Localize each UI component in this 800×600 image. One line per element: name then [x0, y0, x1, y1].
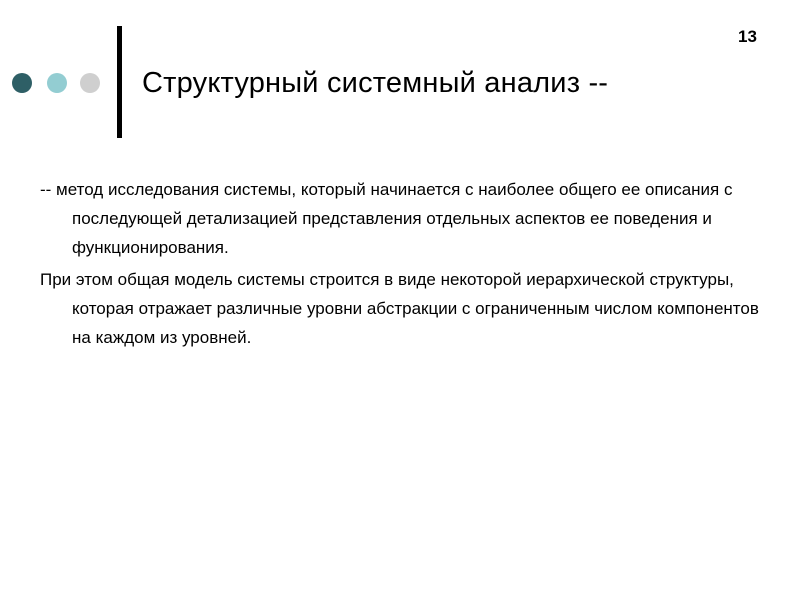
decorative-dot-dark	[12, 73, 32, 93]
decorative-dot-light	[80, 73, 100, 93]
decorative-dot-mid	[47, 73, 67, 93]
slide-title: Структурный системный анализ --	[142, 67, 609, 99]
title-divider	[117, 26, 122, 138]
paragraph-model: При этом общая модель системы строится в виде некоторой иерархической структуры, которая отражает различные уровни абстракции с ограниченным числом компонентов на каждом из уровней.	[40, 270, 759, 347]
slide-body	[40, 175, 770, 355]
slide-number: 13	[738, 27, 757, 46]
paragraph-definition: -- метод исследования системы, который начинается с наиболее общего ее описания с последующей детализацией представления отдельных аспектов ее поведения и функционирования.	[40, 180, 733, 257]
